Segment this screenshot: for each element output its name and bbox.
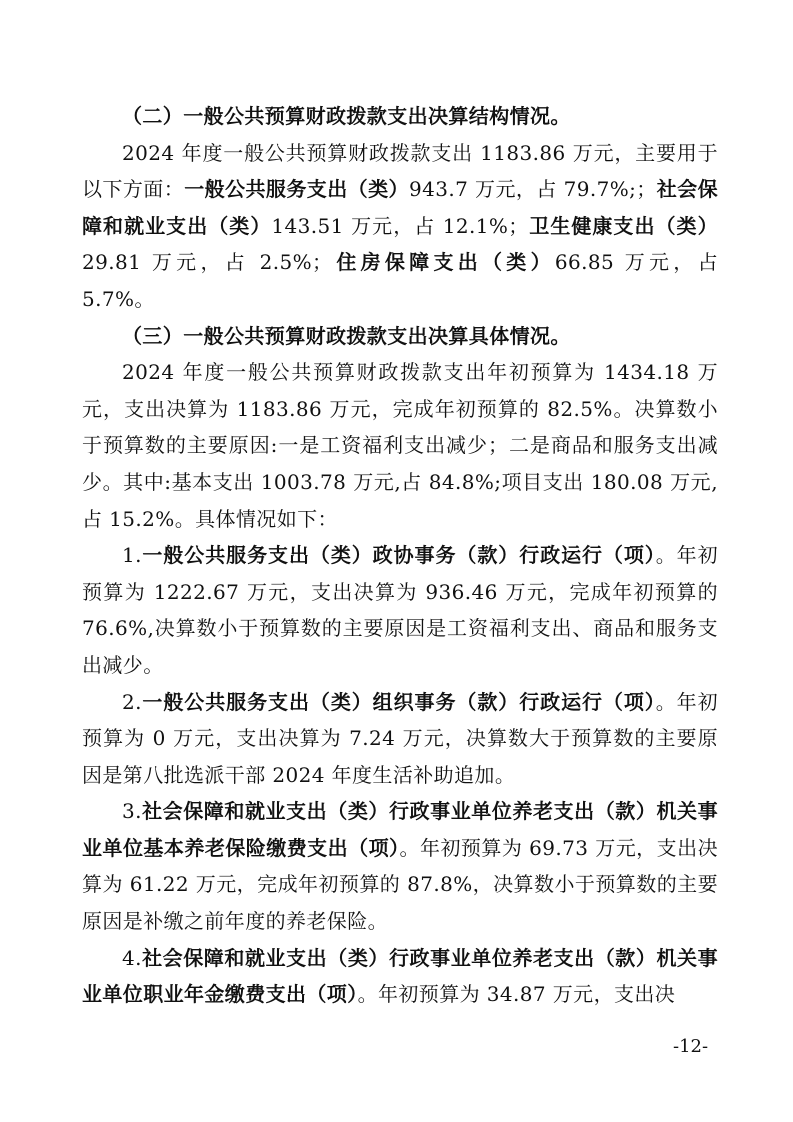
item-title: 一般公共服务支出（类）组织事务（款）行政运行（项） — [141, 689, 656, 714]
item-paragraph-2 — [82, 684, 718, 794]
category-housing: 住房保障支出（类） — [332, 250, 555, 275]
section-heading-3: （三）一般公共预算财政拨款支出决算具体情况。 — [122, 323, 571, 348]
item-title: 一般公共服务支出（类）政协事务（款）行政运行（项） — [141, 543, 656, 568]
item-paragraph-1 — [82, 537, 718, 683]
category-housing-value: 66.85 万元，占 5.7%。 — [82, 250, 718, 311]
item-text: 。年初预算为 0 万元，支出决算为 7.24 万元，决算数大于预算数的主要原因是第八批选派干部 2024 年度生活补助追加。 — [82, 689, 718, 787]
item-number: 3. — [122, 799, 142, 824]
item-paragraph-4 — [82, 940, 718, 1013]
item-number: 2. — [122, 689, 142, 714]
category-general-public-service-value: 943.7 万元，占 79.7%;； — [409, 177, 657, 202]
category-social-security-value: 143.51 万元，占 12.1%； — [271, 213, 529, 238]
document-body — [82, 98, 718, 1013]
item-title: 社会保障和就业支出（类）行政事业单位养老支出（款）机关事业单位基本养老保险缴费支出（项） — [82, 799, 718, 860]
overview-paragraph: 2024 年度一般公共预算财政拨款支出年初预算为 1434.18 万元，支出决算为 1183.86 万元，完成年初预算的 82.5%。决算数小于预算数的主要原因:一是工资福利支出减少；二是商品和服务支出减少。其中:基本支出 1003.78 万元,占 84.8%;项目支出 180.08 万元,占 15.2%。具体情况如下： — [82, 360, 718, 531]
structure-paragraph — [82, 135, 718, 318]
category-health-value: 29.81 万元，占 2.5%； — [82, 250, 333, 275]
category-general-public-service: 一般公共服务支出（类） — [184, 177, 409, 202]
item-number: 4. — [122, 945, 142, 970]
category-social-security: 社会保障和就业支出（类） — [82, 177, 718, 238]
page-number: -12- — [673, 1036, 709, 1057]
item-title: 社会保障和就业支出（类）行政事业单位养老支出（款）机关事业单位职业年金缴费支出（项） — [82, 945, 718, 1007]
structure-intro: 2024 年度一般公共预算财政拨款支出 1183.86 万元，主要用于以下方面： — [82, 140, 718, 202]
item-paragraph-3 — [82, 793, 718, 939]
item-text: 。年初预算为 1222.67 万元，支出决算为 936.46 万元，完成年初预算的 76.6%,决算数小于预算数的主要原因是工资福利支出、商品和服务支出减少。 — [82, 543, 718, 677]
section-heading-2: （二）一般公共预算财政拨款支出决算结构情况。 — [122, 104, 571, 128]
item-text: 。年初预算为 69.73 万元，支出决算为 61.22 万元，完成年初预算的 87.8%，决算数小于预算数的主要原因是补缴之前年度的养老保险。 — [82, 835, 718, 934]
item-text: 。年初预算为 34.87 万元，支出决 — [357, 982, 676, 1007]
category-health: 卫生健康支出（类） — [528, 213, 718, 238]
item-number: 1. — [122, 543, 142, 568]
